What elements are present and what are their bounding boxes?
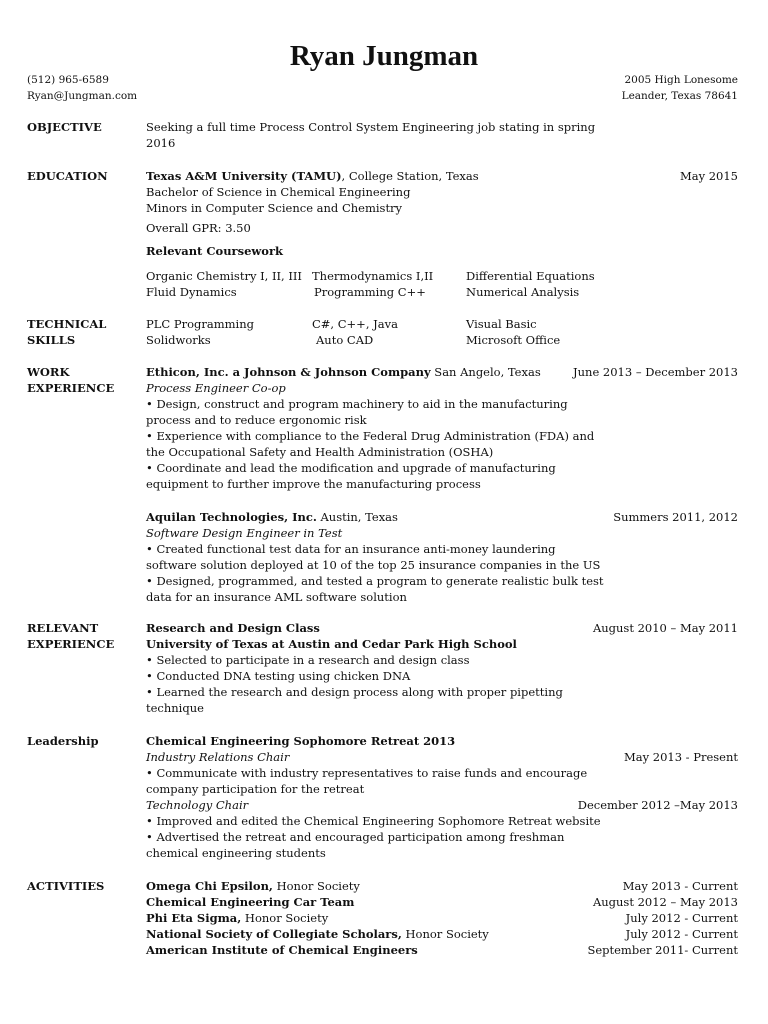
activity-date: July 2012 - Current <box>625 927 738 941</box>
school-location: , College Station, Texas <box>341 169 479 183</box>
activities-label: ACTIVITIES <box>27 879 105 893</box>
leadership-detail-line: • Improved and edited the Chemical Engineering Sophomore Retreat website <box>146 814 601 828</box>
technical-skills-label <box>27 316 137 348</box>
activity-item <box>146 894 489 910</box>
coursework-col-1 <box>146 268 302 300</box>
leadership-role: Industry Relations Chair <box>146 750 290 764</box>
job-aquilan <box>146 509 604 605</box>
email-address: Ryan@Jungman.com <box>27 90 138 102</box>
course-item: Numerical Analysis <box>466 285 580 299</box>
course-item: Organic Chemistry I, II, III <box>146 269 302 283</box>
relevant-title: Research and Design Class <box>146 621 320 635</box>
skills-col-2 <box>312 316 398 348</box>
leadership-label: Leadership <box>27 734 99 748</box>
job-company: Aquilan Technologies, Inc. <box>146 510 317 524</box>
course-item: Fluid Dynamics <box>146 285 237 299</box>
relevant-detail-line: • Conducted DNA testing using chicken DNA <box>146 669 411 683</box>
activities-dates <box>587 878 738 958</box>
activity-item <box>146 942 489 958</box>
address-line-1: 2005 High Lonesome <box>624 74 738 86</box>
activity-detail: Honor Society <box>241 911 329 925</box>
objective-line: Seeking a full time Process Control System Engineering job stating in spring <box>146 120 596 134</box>
relevant-experience-label <box>27 620 137 652</box>
leadership-role-date: December 2012 –May 2013 <box>577 798 738 812</box>
relevant-detail-line: • Learned the research and design process along with proper pipetting <box>146 685 563 699</box>
address-line-2: Leander, Texas 78641 <box>621 90 738 102</box>
job-detail-line: • Coordinate and lead the modification and upgrade of manufacturing <box>146 461 556 475</box>
job-company-line <box>146 364 594 380</box>
activity-name: National Society of Collegiate Scholars, <box>146 927 402 941</box>
job-company-line <box>146 509 604 525</box>
skills-col-3 <box>466 316 560 348</box>
relevant-detail-line: technique <box>146 701 204 715</box>
education-date: May 2015 <box>679 169 738 183</box>
relevant-experience-block <box>146 620 563 716</box>
minors: Minors in Computer Science and Chemistry <box>146 201 403 215</box>
activity-date: May 2013 - Current <box>622 879 738 893</box>
gpr: Overall GPR: 3.50 <box>146 221 251 235</box>
job-ethicon <box>146 364 594 492</box>
contact-left <box>27 72 137 104</box>
school-name: Texas A&M University (TAMU) <box>146 169 342 183</box>
skills-col-1 <box>146 316 254 348</box>
skill-item: Visual Basic <box>466 317 537 331</box>
degree: Bachelor of Science in Chemical Engineering <box>146 185 411 199</box>
course-item: Programming C++ <box>314 285 426 299</box>
job-detail-line: • Designed, programmed, and tested a program to generate realistic bulk test <box>146 574 604 588</box>
skill-item: Auto CAD <box>316 333 374 347</box>
activity-detail: Honor Society <box>401 927 489 941</box>
skill-item: Microsoft Office <box>466 333 561 347</box>
work-experience-label <box>27 364 137 396</box>
activity-date: September 2011- Current <box>587 943 738 957</box>
activity-item <box>146 878 489 894</box>
job-detail-line: software solution deployed at 10 of the top 25 insurance companies in the US <box>146 558 601 572</box>
work-label-line: WORK <box>27 365 70 379</box>
leadership-detail-line: company participation for the retreat <box>146 782 365 796</box>
contact-right <box>622 72 738 104</box>
technical-label-line: TECHNICAL <box>27 317 107 331</box>
skill-item: PLC Programming <box>146 317 254 331</box>
leadership-role-date: May 2013 - Present <box>623 750 738 764</box>
phone-number: (512) 965-6589 <box>27 74 109 86</box>
job-detail-line: equipment to further improve the manufacturing process <box>146 477 481 491</box>
resume-name: Ryan Jungman <box>289 40 479 72</box>
relevant-label-line: RELEVANT <box>27 621 99 635</box>
leadership-role: Technology Chair <box>146 798 249 812</box>
education-school-line <box>146 168 479 184</box>
coursework-title: Relevant Coursework <box>146 244 284 258</box>
skill-item: Solidworks <box>146 333 211 347</box>
job-detail-line: • Design, construct and program machinery to aid in the manufacturing <box>146 397 568 411</box>
education-label: EDUCATION <box>27 169 108 183</box>
coursework-col-2 <box>312 268 433 300</box>
activity-detail: Honor Society <box>272 879 360 893</box>
job-detail-line: process and to reduce ergonomic risk <box>146 413 367 427</box>
objective-label: OBJECTIVE <box>27 120 102 134</box>
activity-name: American Institute of Chemical Engineers <box>146 943 418 957</box>
job-company: Ethicon, Inc. a Johnson & Johnson Company <box>146 365 431 379</box>
activity-name: Omega Chi Epsilon, <box>146 879 273 893</box>
leadership-block <box>146 733 601 861</box>
job-date: June 2013 – December 2013 <box>573 365 738 379</box>
leadership-detail-line: • Communicate with industry representatives to raise funds and encourage <box>146 766 588 780</box>
leadership-title: Chemical Engineering Sophomore Retreat 2013 <box>146 734 456 748</box>
activity-name: Phi Eta Sigma, <box>146 911 242 925</box>
education-block <box>146 168 479 259</box>
relevant-org: University of Texas at Austin and Cedar Park High School <box>146 637 517 651</box>
relevant-date: August 2010 – May 2011 <box>592 621 738 635</box>
job-detail-line: data for an insurance AML software solution <box>146 590 407 604</box>
leadership-detail-line: chemical engineering students <box>146 846 326 860</box>
skill-item: C#, C++, Java <box>312 317 398 331</box>
objective-text <box>146 119 595 151</box>
job-date: Summers 2011, 2012 <box>613 510 738 524</box>
relevant-label-line: EXPERIENCE <box>27 637 115 651</box>
job-detail-line: the Occupational Safety and Health Administration (OSHA) <box>146 445 494 459</box>
leadership-detail-line: • Advertised the retreat and encouraged participation among freshman <box>146 830 565 844</box>
job-title: Process Engineer Co-op <box>146 381 286 395</box>
job-location: Austin, Texas <box>316 510 398 524</box>
coursework-col-3 <box>466 268 595 300</box>
objective-line: 2016 <box>146 136 176 150</box>
activity-name: Chemical Engineering Car Team <box>146 895 355 909</box>
activity-item <box>146 910 489 926</box>
technical-label-line: SKILLS <box>27 333 76 347</box>
relevant-detail-line: • Selected to participate in a research and design class <box>146 653 470 667</box>
course-item: Thermodynamics I,II <box>312 269 434 283</box>
job-location: San Angelo, Texas <box>430 365 541 379</box>
activity-date: July 2012 - Current <box>625 911 738 925</box>
course-item: Differential Equations <box>466 269 595 283</box>
activities-list <box>146 878 489 958</box>
job-detail-line: • Experience with compliance to the Federal Drug Administration (FDA) and <box>146 429 595 443</box>
activity-item <box>146 926 489 942</box>
job-title: Software Design Engineer in Test <box>146 526 343 540</box>
job-detail-line: • Created functional test data for an insurance anti-money laundering <box>146 542 556 556</box>
work-label-line: EXPERIENCE <box>27 381 115 395</box>
activity-date: August 2012 – May 2013 <box>592 895 738 909</box>
